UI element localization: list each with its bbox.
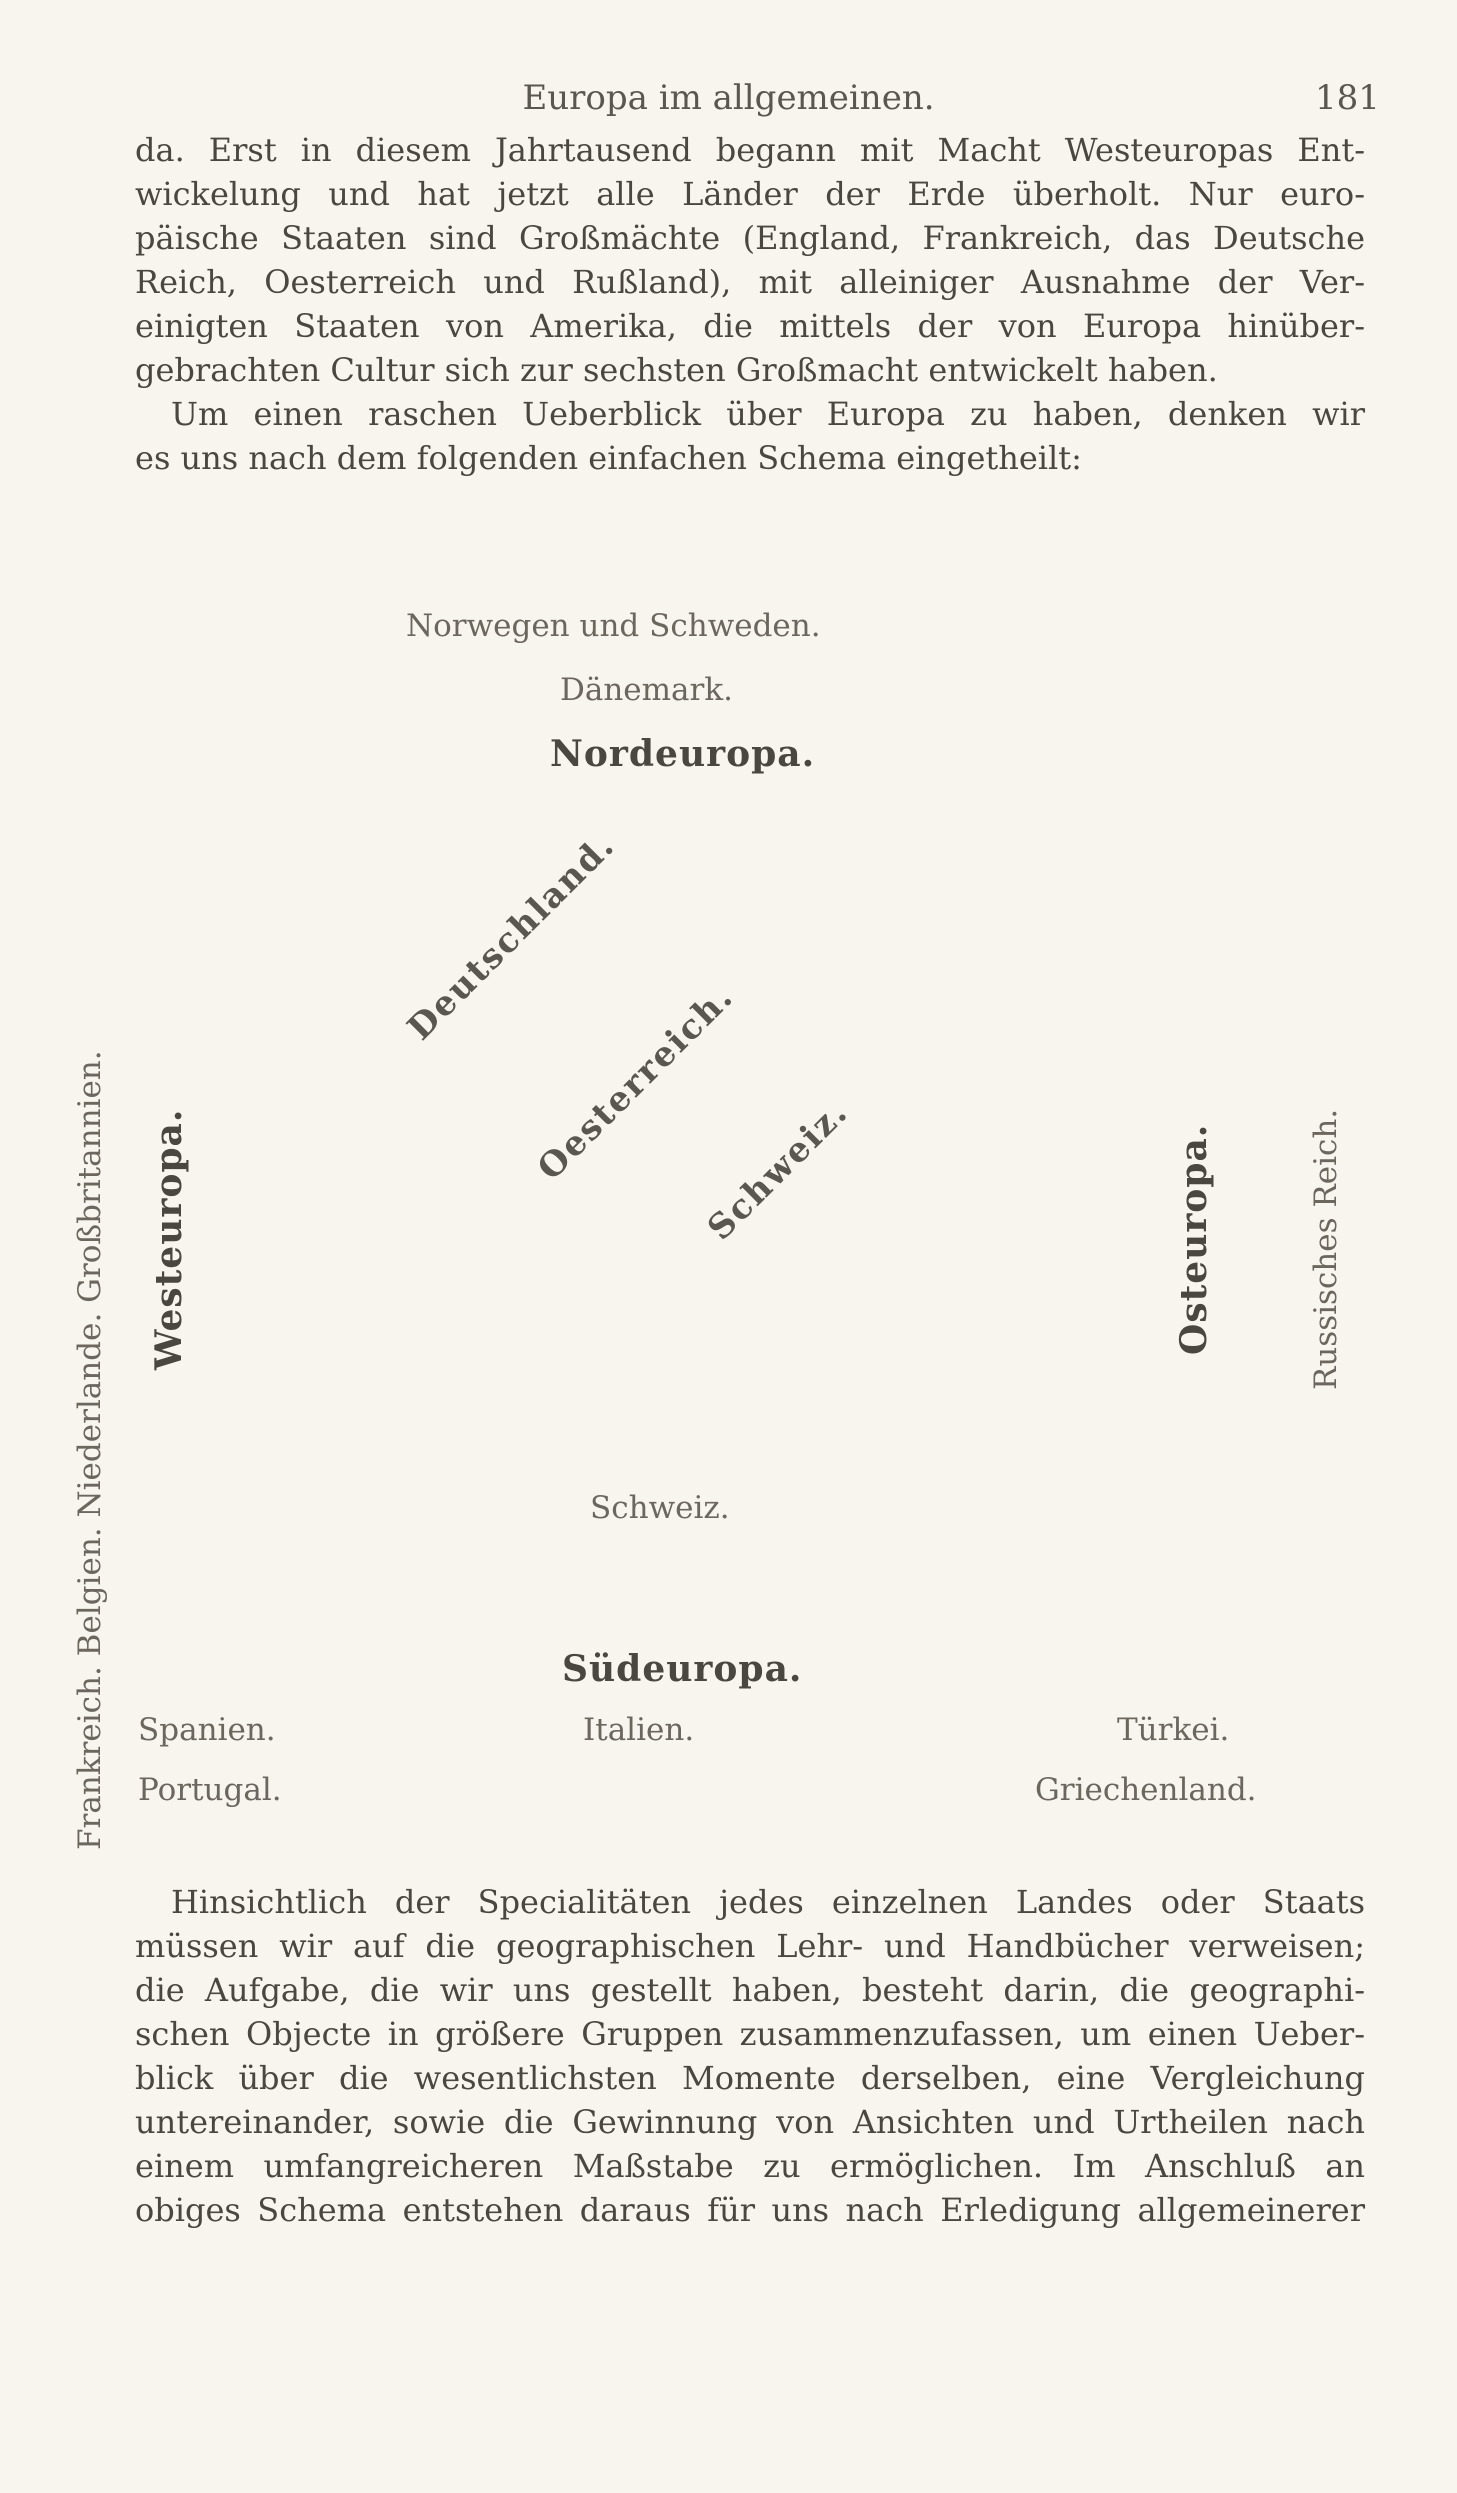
text-line: einem umfangreicheren Maßstabe zu ermöglichen. Im Anschluß an <box>135 2147 1365 2185</box>
text-line: gebrachten Cultur sich zur sechsten Großmacht entwickelt haben. <box>135 351 1218 389</box>
schema-east-europe: Osteuropa. <box>1173 1123 1215 1355</box>
text-line: die Aufgabe, die wir uns gestellt haben, besteht darin, die geographi- <box>135 1971 1365 2009</box>
schema-left-countries: Frankreich. Belgien. Niederlande. Großbritannien. <box>72 1050 108 1850</box>
text-line: blick über die wesentlichsten Momente derselben, eine Vergleichung <box>135 2059 1365 2097</box>
schema-spain: Spanien. <box>138 1712 276 1748</box>
text-line: schen Objecte in größere Gruppen zusammenzufassen, um einen Ueber- <box>135 2015 1365 2053</box>
text-line: obiges Schema entstehen daraus für uns nach Erledigung allgemeinerer <box>135 2191 1365 2229</box>
text-line: Reich, Oesterreich und Rußland), mit alleiniger Ausnahme der Ver- <box>135 263 1365 301</box>
schema-russian-empire: Russisches Reich. <box>1308 1108 1344 1390</box>
text-line: Um einen raschen Ueberblick über Europa zu haben, denken wir <box>171 395 1365 433</box>
schema-greece: Griechenland. <box>1035 1772 1257 1808</box>
schema-turkey: Türkei. <box>1117 1712 1230 1748</box>
schema-top-norway-sweden: Norwegen und Schweden. <box>406 608 821 644</box>
schema-top-denmark: Dänemark. <box>560 672 733 708</box>
text-line: päische Staaten sind Großmächte (England, Frankreich, das Deutsche <box>135 219 1365 257</box>
running-header: Europa im allgemeinen. <box>522 78 935 118</box>
outro-paragraph <box>135 1880 1365 2232</box>
schema-center-switzerland: Schweiz. <box>590 1490 730 1526</box>
text-line: es uns nach dem folgenden einfachen Schema eingetheilt: <box>135 439 1082 477</box>
text-line: Hinsichtlich der Specialitäten jedes einzelnen Landes oder Staats <box>171 1883 1365 1921</box>
schema-south-europe: Südeuropa. <box>562 1648 803 1690</box>
schema-diagonal-2: Oesterreich. <box>530 976 742 1189</box>
text-line: einigten Staaten von Amerika, die mittels der von Europa hinüber- <box>135 307 1365 345</box>
text-line: müssen wir auf die geographischen Lehr- und Handbücher verweisen; <box>135 1927 1365 1965</box>
schema-diagonal-1: Deutschland. <box>400 825 624 1049</box>
intro-paragraph <box>135 128 1365 480</box>
schema-west-europe: Westeuropa. <box>148 1108 190 1370</box>
text-line: wickelung und hat jetzt alle Länder der Erde überholt. Nur euro- <box>135 175 1365 213</box>
text-line: da. Erst in diesem Jahrtausend begann mit Macht Westeuropas Ent- <box>135 131 1365 169</box>
schema-portugal: Portugal. <box>138 1772 282 1808</box>
schema-italy: Italien. <box>583 1712 695 1748</box>
schema-diagonal-3: Schweiz. <box>700 1092 857 1249</box>
text-line: untereinander, sowie die Gewinnung von Ansichten und Urtheilen nach <box>135 2103 1365 2141</box>
schema-north-europe: Nordeuropa. <box>550 733 816 775</box>
page-number: 181 <box>1315 78 1380 118</box>
